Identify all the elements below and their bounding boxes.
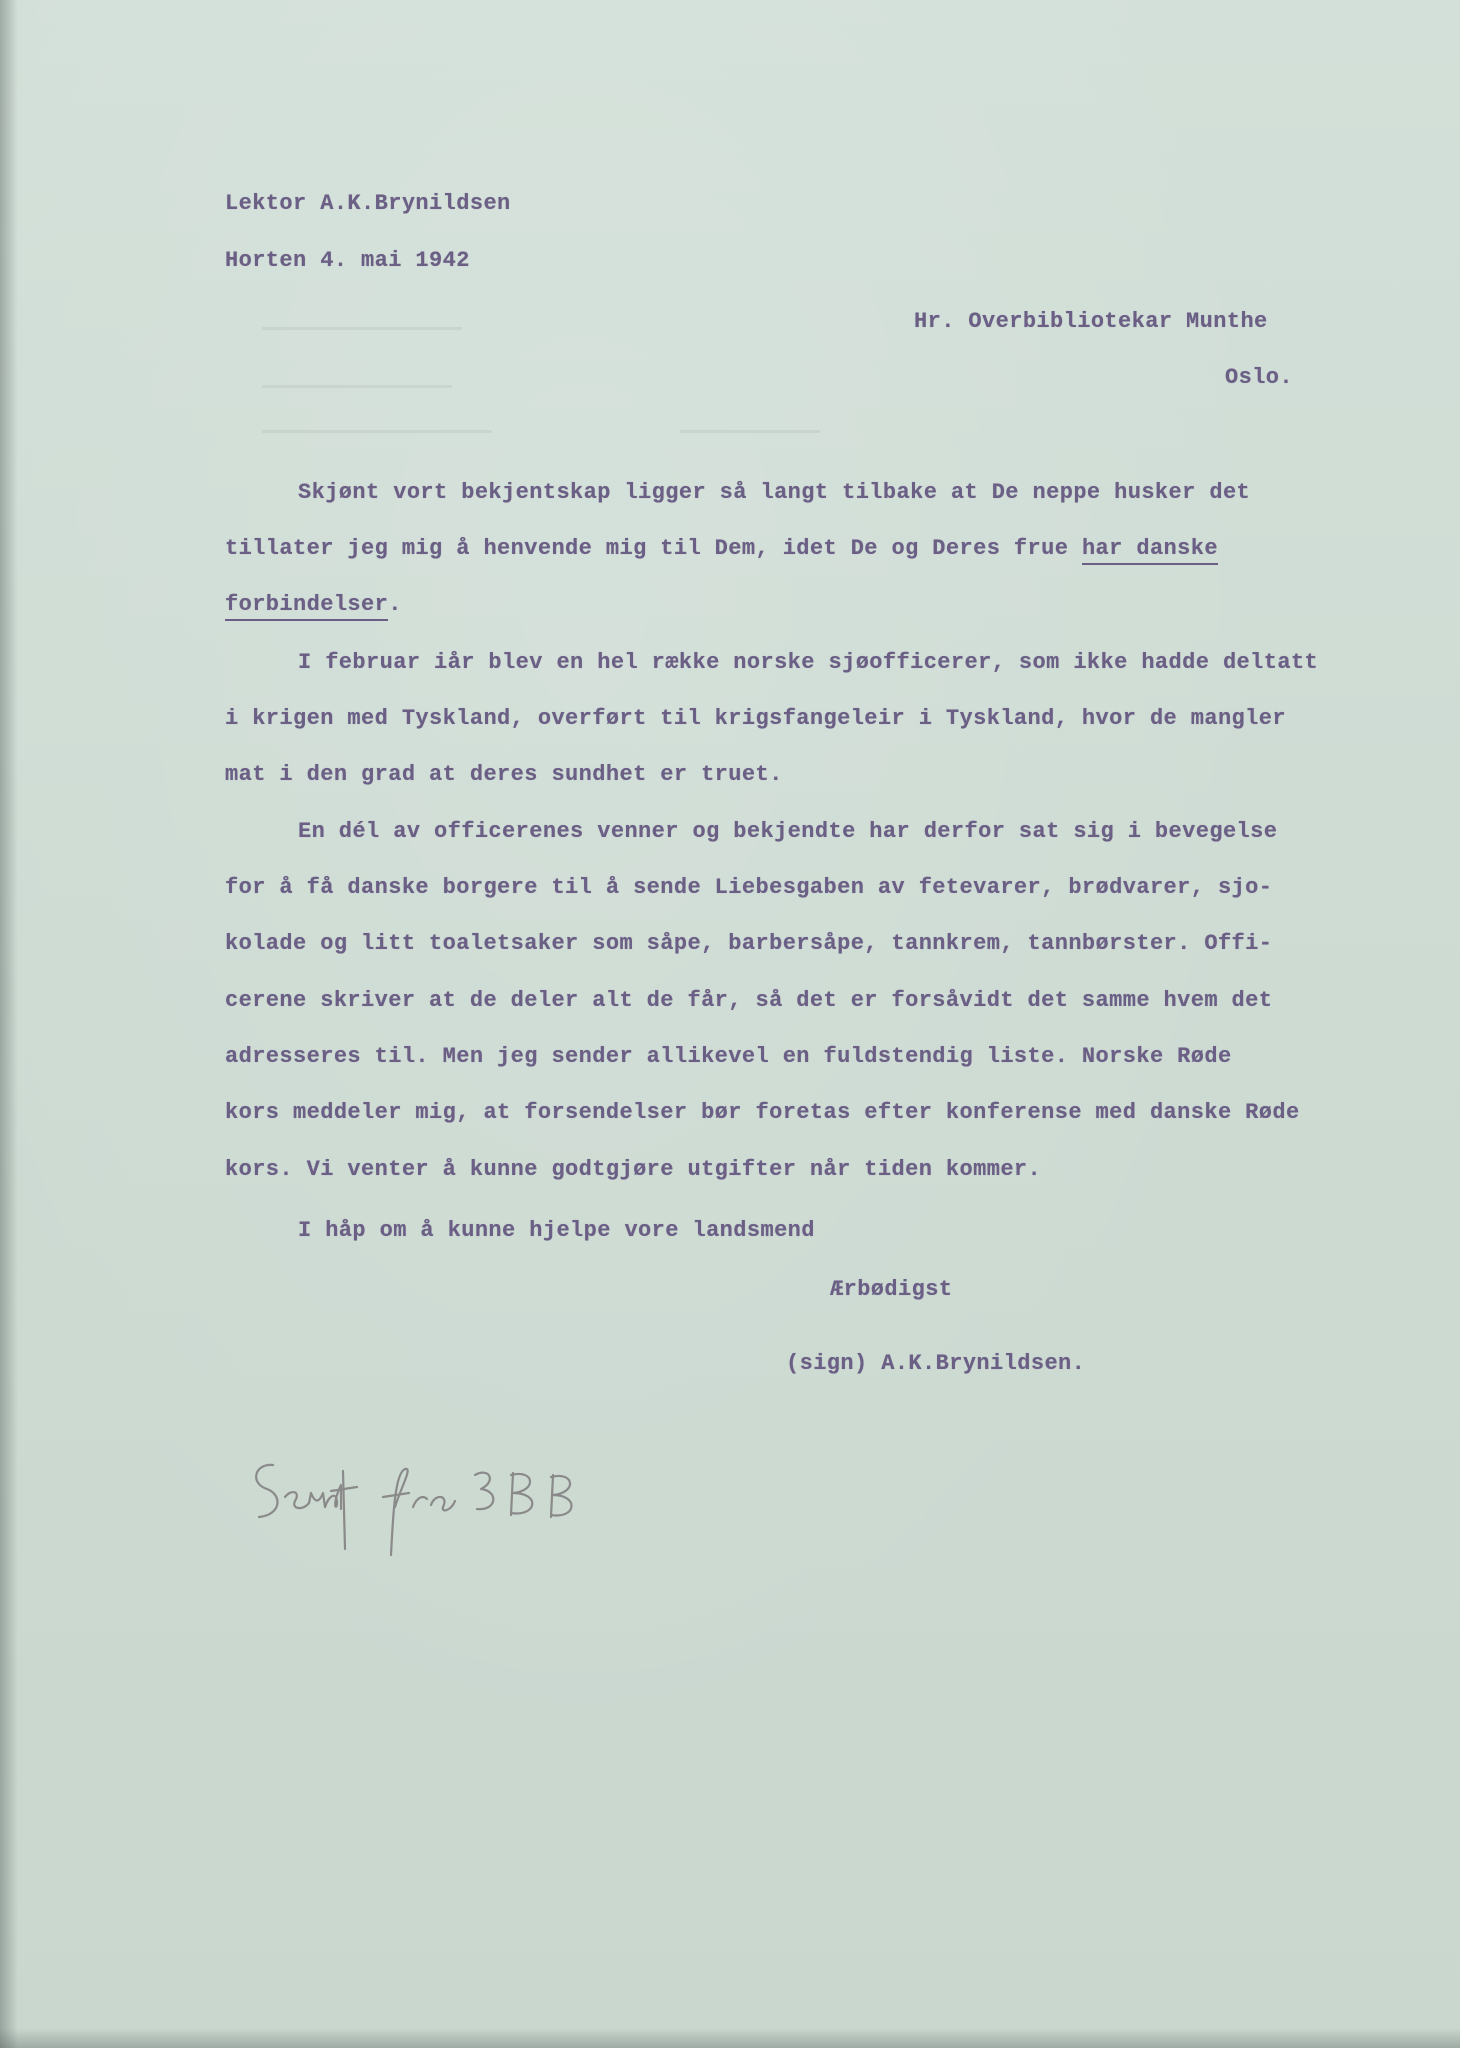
paper-edge-shadow-left bbox=[0, 0, 18, 2048]
paragraph-4-line-1: I håp om å kunne hjelpe vore landsmend bbox=[298, 1218, 815, 1243]
underlined-phrase: har danske bbox=[1082, 536, 1218, 565]
closing: Ærbødigst bbox=[830, 1277, 953, 1302]
recipient-title: Hr. Overbibliotekar Munthe bbox=[914, 309, 1268, 334]
paragraph-1-line-3 bbox=[225, 592, 402, 617]
paragraph-3-line-2: for å få danske borgere til å sende Liebesgaben av fetevarer, brødvarer, sjo- bbox=[225, 875, 1273, 900]
paragraph-3-line-5: adresseres til. Men jeg sender allikevel en fuldstendig liste. Norske Røde bbox=[225, 1044, 1232, 1069]
handwritten-note bbox=[245, 1445, 585, 1565]
paragraph-3-line-1: En dél av officerenes venner og bekjendte har derfor sat sig i bevegelse bbox=[298, 819, 1278, 844]
paragraph-1-line-2 bbox=[225, 536, 1218, 561]
paragraph-2-line-2: i krigen med Tyskland, overført til krigsfangeleir i Tyskland, hvor de mangler bbox=[225, 706, 1286, 731]
paragraph-3-line-3: kolade og litt toaletsaker som såpe, barbersåpe, tannkrem, tannbørster. Offi- bbox=[225, 931, 1273, 956]
paragraph-1-line-3-text: . bbox=[388, 592, 402, 617]
paragraph-3-line-4: cerene skriver at de deler alt de får, så det er forsåvidt det samme hvem det bbox=[225, 988, 1273, 1013]
signature-typed: (sign) A.K.Brynildsen. bbox=[786, 1351, 1086, 1376]
paragraph-3-line-7: kors. Vi venter å kunne godtgjøre utgifter når tiden kommer. bbox=[225, 1157, 1042, 1182]
underlined-phrase: forbindelser bbox=[225, 592, 388, 621]
recipient-city: Oslo. bbox=[1225, 365, 1294, 390]
handwritten-note-drawing bbox=[245, 1445, 585, 1565]
paragraph-2-line-3: mat i den grad at deres sundhet er truet. bbox=[225, 762, 783, 787]
show-through-mark bbox=[680, 430, 820, 433]
paper-edge-shadow-bottom bbox=[0, 2028, 1460, 2048]
sender-name: Lektor A.K.Brynildsen bbox=[225, 191, 511, 216]
show-through-mark bbox=[262, 385, 452, 388]
show-through-mark bbox=[262, 327, 462, 330]
paragraph-1-line-2-text: tillater jeg mig å henvende mig til Dem, idet De og Deres frue bbox=[225, 536, 1082, 561]
paragraph-1-line-1: Skjønt vort bekjentskap ligger så langt tilbake at De neppe husker det bbox=[298, 480, 1251, 505]
show-through-mark bbox=[262, 430, 492, 433]
paragraph-2-line-1: I februar iår blev en hel række norske sjøofficerer, som ikke hadde deltatt bbox=[298, 650, 1319, 675]
place-date: Horten 4. mai 1942 bbox=[225, 248, 470, 273]
paragraph-3-line-6: kors meddeler mig, at forsendelser bør foretas efter konferense med danske Røde bbox=[225, 1100, 1300, 1125]
